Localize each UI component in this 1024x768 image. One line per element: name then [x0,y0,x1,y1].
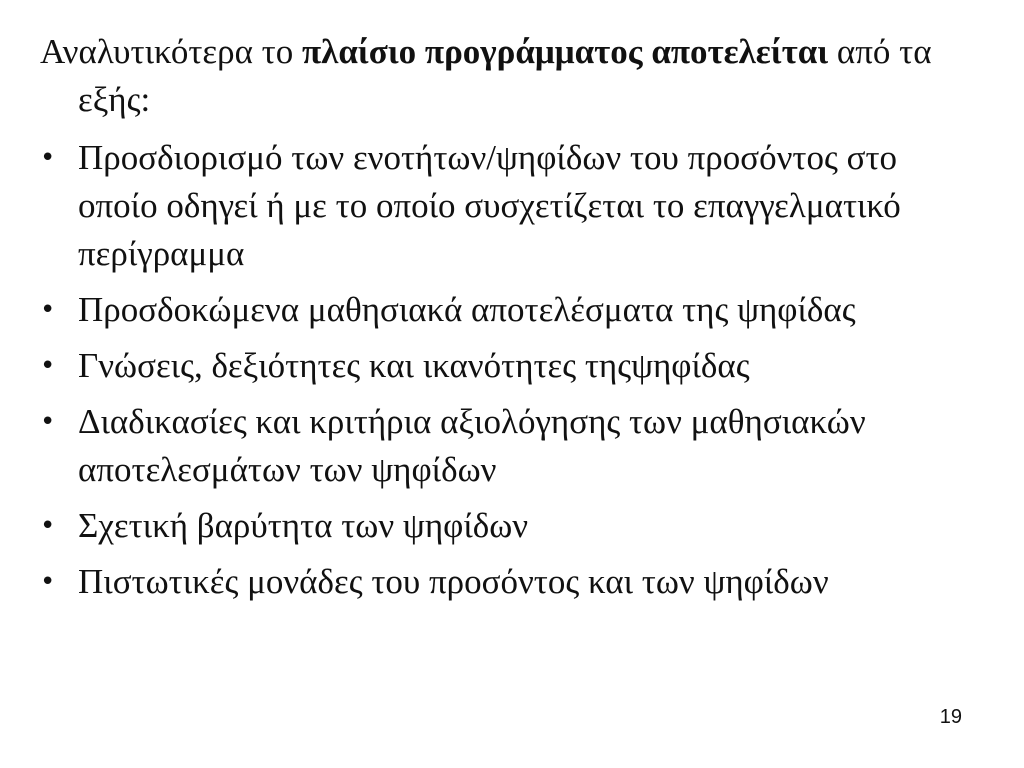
intro-text-start: Αναλυτικότερα το [40,32,302,71]
bullet-dot-icon: • [40,567,56,597]
bullet-text: Σχετική βαρύτητα των ψηφίδων [78,506,529,545]
bullet-text: Προσδιορισμό των ενοτήτων/ψηφίδων του προσόντος στο οποίο οδηγεί ή με το οποίο συσχετίζεται το επαγγελματικό περίγραμμα [78,138,901,273]
bullet-dot-icon: • [40,407,56,437]
bullet-dot-icon: • [40,295,56,325]
bullet-dot-icon: • [40,143,56,173]
bullet-item [40,558,970,606]
bullet-dot-icon: • [40,351,56,381]
intro-bold-verb: αποτελείται [651,32,829,71]
bullet-dot-icon: • [40,511,56,541]
bullet-text: Προσδοκώμενα μαθησιακά αποτελέσματα της ψηφίδας [78,290,856,329]
intro-paragraph [40,28,1008,124]
bullet-list [40,134,970,614]
bullet-item [40,398,970,494]
intro-text-end: από τα εξής: [78,32,932,119]
bullet-text: Πιστωτικές μονάδες του προσόντος και των ψηφίδων [78,562,829,601]
bullet-text: Διαδικασίες και κριτήρια αξιολόγησης των μαθησιακών αποτελεσμάτων των ψηφίδων [78,402,866,489]
bullet-item [40,134,970,278]
intro-bold-phrase: πλαίσιο προγράμματος [302,32,643,71]
page-number: 19 [939,706,962,728]
bullet-item [40,286,970,334]
bullet-item [40,502,970,550]
bullet-item [40,342,970,390]
bullet-text: Γνώσεις, δεξιότητες και ικανότητες τηςψηφίδας [78,346,750,385]
